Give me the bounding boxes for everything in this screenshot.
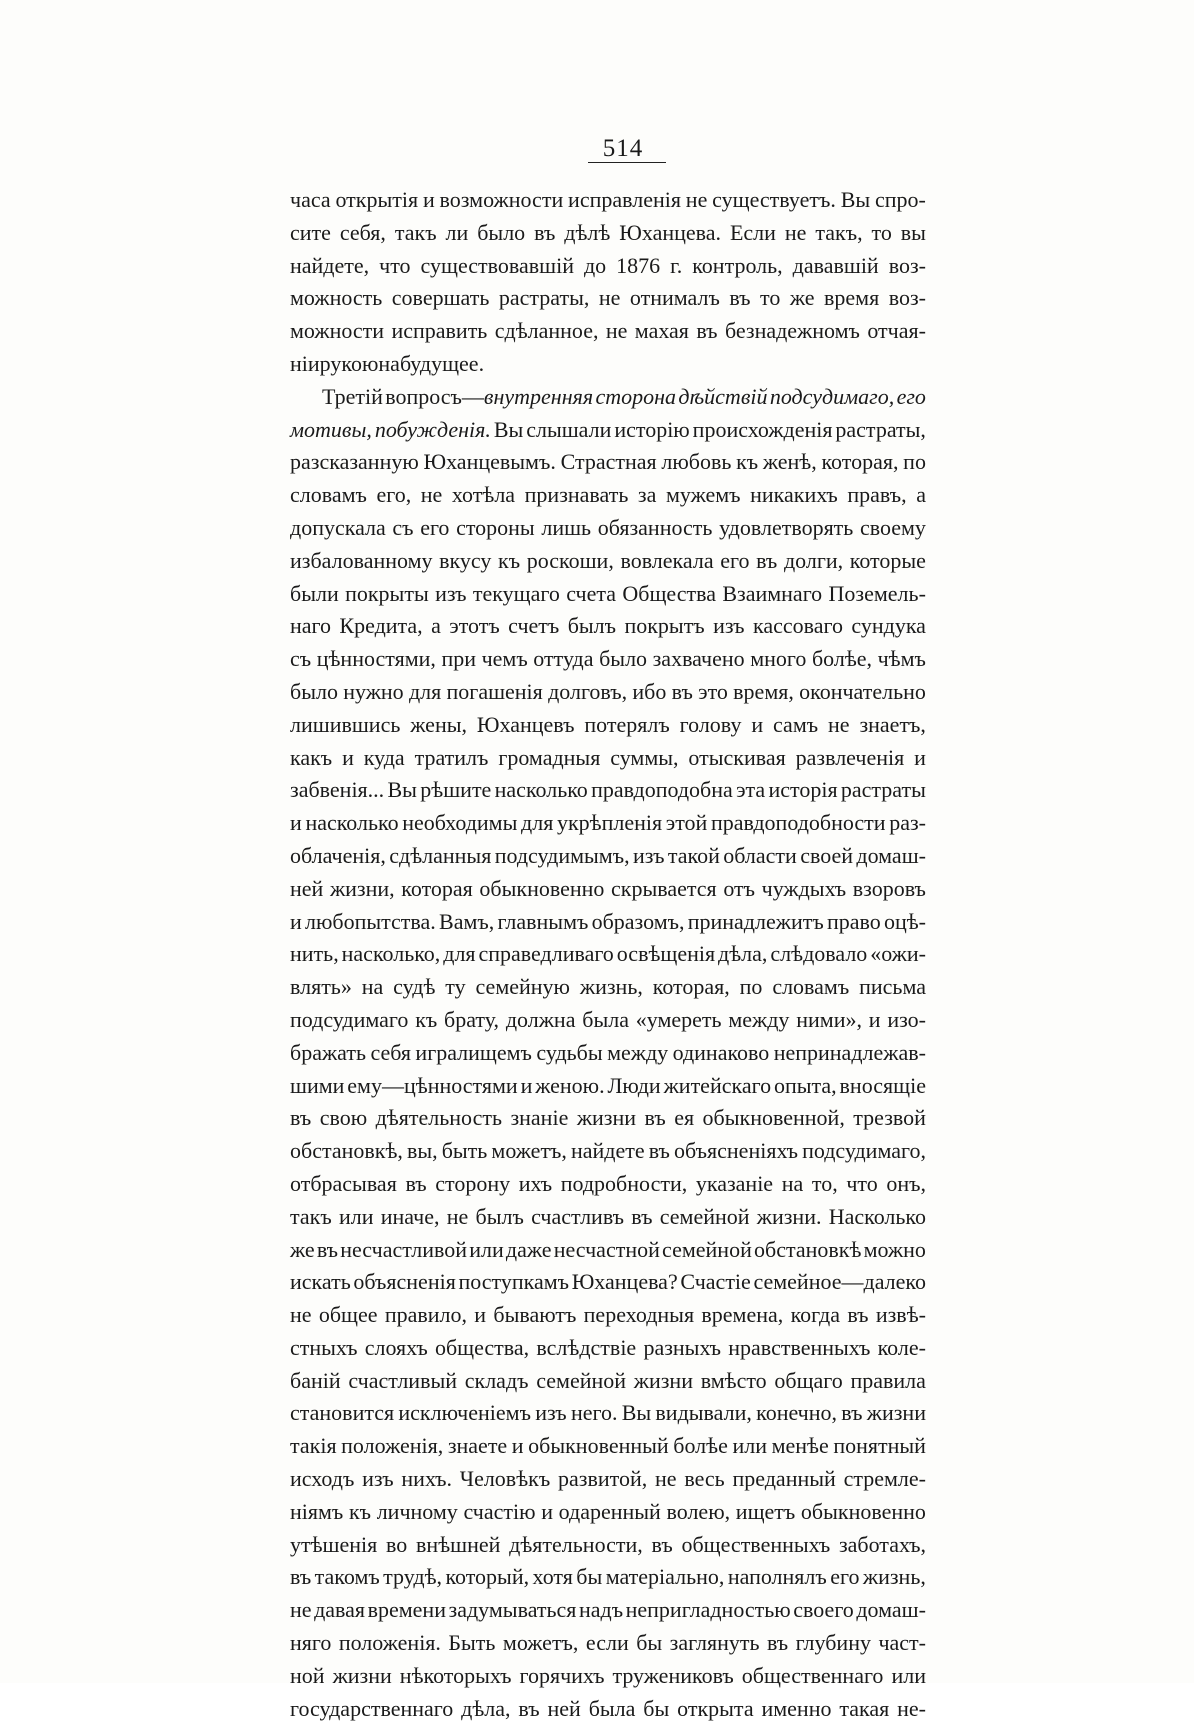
text-line: разсказанную Юханцевымъ. Страстная любовь къ женѣ, которая, по xyxy=(290,449,926,475)
text-line: забвенія... Вы рѣшите насколько правдоподобна эта исторія растраты xyxy=(290,777,926,803)
text-line: ніи рукою на будущее. xyxy=(290,350,485,376)
text-line: мотивы, побужденія. Вы слышали исторію происхожденія растраты, xyxy=(290,416,926,442)
body-text xyxy=(290,184,926,1725)
text-line: лишившись жены, Юханцевъ потерялъ голову и самъ не знаетъ, xyxy=(290,711,926,737)
text-line: допускала съ его стороны лишь обязанность удовлетворять своему xyxy=(290,514,926,540)
text-line: подсудимаго къ брату, должна была «умереть между ними», и изо- xyxy=(290,1006,926,1032)
page-number: 514 xyxy=(602,135,644,162)
text-line: обстановкѣ, вы, быть можетъ, найдете въ объясненіяхъ подсудимаго, xyxy=(290,1138,926,1164)
text-line: отбрасывая въ сторону ихъ подробности, указаніе на то, что онъ, xyxy=(290,1170,926,1196)
text-line: наго Кредита, а этотъ счетъ былъ покрытъ изъ кассоваго сундука xyxy=(290,613,926,639)
text-line: шими ему—цѣнностями и женою. Люди житейскаго опыта, вносящіе xyxy=(290,1072,926,1098)
text-line: можность совершать растраты, не отнималъ въ то же время воз- xyxy=(290,285,926,311)
text-line: съ цѣнностями, при чемъ оттуда было захвачено много болѣе, чѣмъ xyxy=(290,646,926,672)
text-line: Третій вопросъ—внутренняя сторона дѣйствій подсудимаго, его xyxy=(322,383,926,409)
text-line: избалованному вкусу къ роскоши, вовлекала его въ долги, которые xyxy=(290,547,926,573)
text-line: не общее правило, и бываютъ переходныя времена, когда въ извѣ- xyxy=(290,1302,926,1328)
text-line: сите себя, такъ ли было въ дѣлѣ Юханцева. Если не такъ, то вы xyxy=(290,219,926,245)
text-line: и насколько необходимы для укрѣпленія этой правдоподобности раз- xyxy=(290,810,926,836)
text-line: стныхъ слояхъ общества, вслѣдствіе разныхъ нравственныхъ коле- xyxy=(290,1334,926,1360)
text-line: было нужно для погашенія долговъ, ибо въ это время, окончательно xyxy=(290,678,926,704)
text-line: утѣшенія во внѣшней дѣятельности, въ общественныхъ заботахъ, xyxy=(290,1531,926,1557)
text-line: влять» на судѣ ту семейную жизнь, которая, по словамъ письма xyxy=(290,974,926,1000)
text-line: ной жизни нѣкоторыхъ горячихъ тружениковъ общественнаго или xyxy=(290,1662,926,1688)
text-line: ней жизни, которая обыкновенно скрывается отъ чуждыхъ взоровъ xyxy=(290,875,926,901)
text-line: въ такомъ трудѣ, который, хотя бы матеріально, наполнялъ его жизнь, xyxy=(290,1564,926,1590)
text-line: государственнаго дѣла, въ ней была бы открыта именно такая не- xyxy=(290,1695,926,1721)
text-line: были покрыты изъ текущаго счета Общества Взаимнаго Поземель- xyxy=(290,580,926,606)
text-line: няго положенія. Быть можетъ, если бы заглянуть въ глубину част- xyxy=(290,1630,926,1656)
text-line: найдете, что существовавшій до 1876 г. контроль, дававшій воз- xyxy=(290,252,926,278)
text-line: нить, насколько, для справедливаго освѣщенія дѣла, слѣдовало «ожи- xyxy=(290,941,926,967)
text-line: исходъ изъ нихъ. Человѣкъ развитой, не весь преданный стремле- xyxy=(290,1466,926,1492)
page-number-rule xyxy=(588,162,666,163)
text-line: такія положенія, знаете и обыкновенный болѣе или менѣе понятный xyxy=(290,1433,926,1459)
text-line: становится исключеніемъ изъ него. Вы видывали, конечно, въ жизни xyxy=(290,1400,926,1426)
text-line: искать объясненія поступкамъ Юханцева? Счастіе семейное—далеко xyxy=(290,1269,926,1295)
text-line: баній счастливый складъ семейной жизни вмѣсто общаго правила xyxy=(290,1367,926,1393)
text-line: ніямъ къ личному счастію и одаренный волею, ищетъ обыкновенно xyxy=(290,1498,926,1524)
text-line: облаченія, сдѣланныя подсудимымъ, изъ такой области своей домаш- xyxy=(290,842,926,868)
text-line: не давая времени задумываться надъ непригладностью своего домаш- xyxy=(290,1597,926,1623)
text-line: и любопытства. Вамъ, главнымъ образомъ, принадлежитъ право оцѣ- xyxy=(290,908,926,934)
text-line: словамъ его, не хотѣла признавать за мужемъ никакихъ правъ, а xyxy=(290,482,926,508)
text-line: же въ несчастливой или даже несчастной семейной обстановкѣ можно xyxy=(290,1236,926,1262)
text-line: можности исправить сдѣланное, не махая въ безнадежномъ отчая- xyxy=(290,318,926,344)
text-line: какъ и куда тратилъ громадныя суммы, отыскивая развлеченія и xyxy=(290,744,926,770)
text-line: въ свою дѣятельность знаніе жизни въ ея обыкновенной, трезвой xyxy=(290,1105,926,1131)
text-line: бражать себя игралищемъ судьбы между одинаково непринадлежав- xyxy=(290,1039,926,1065)
text-line: часа открытія и возможности исправленія не существуетъ. Вы спро- xyxy=(290,187,926,212)
text-line: такъ или иначе, не былъ счастливъ въ семейной жизни. Насколько xyxy=(290,1203,926,1229)
